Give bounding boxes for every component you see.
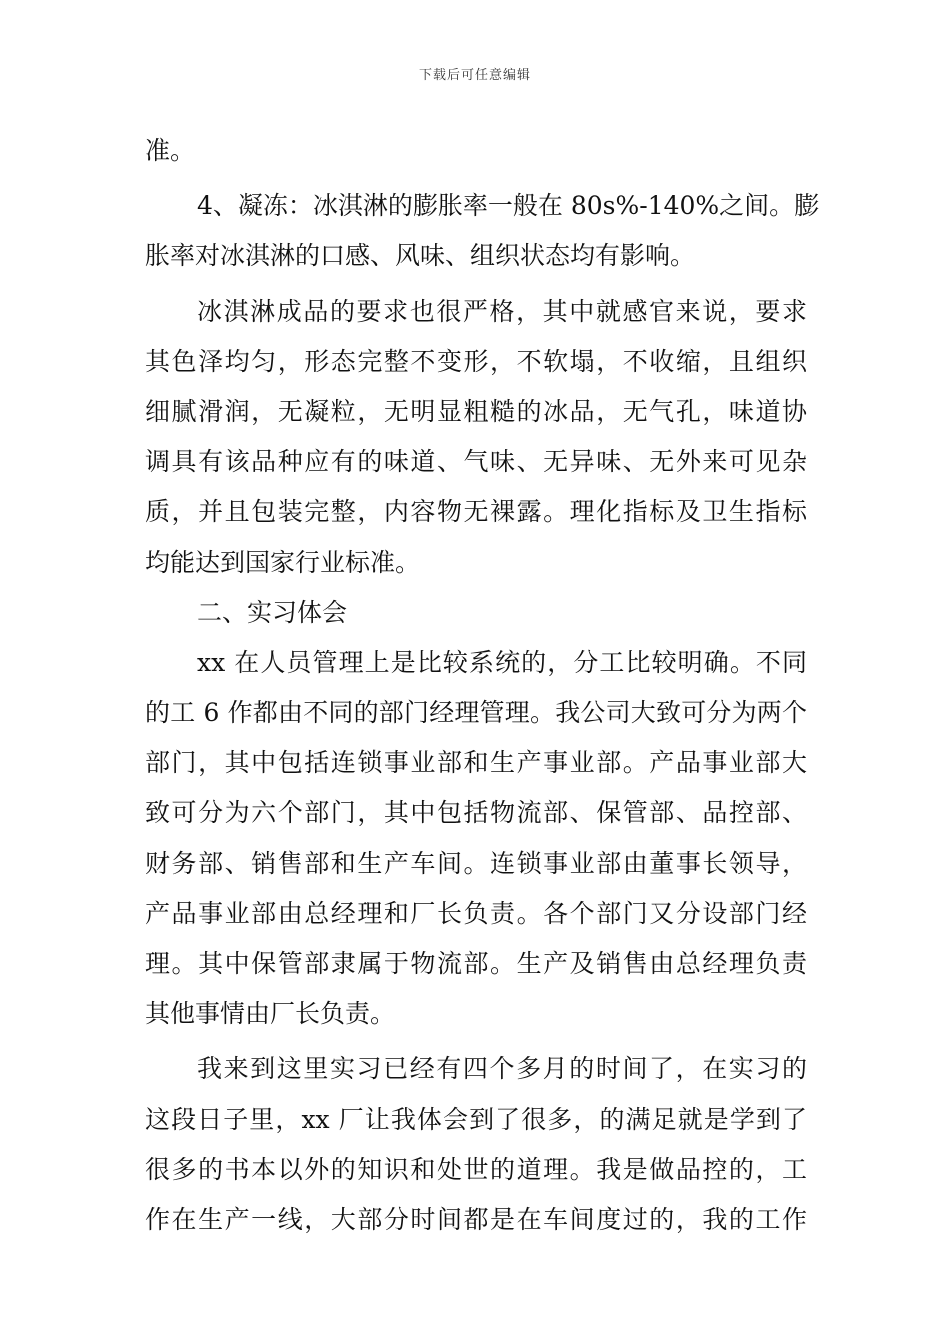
text-line: 部门，其中包括连锁事业部和生产事业部。产品事业部大	[145, 748, 807, 778]
text-line: 其他事情由厂长负责。	[145, 999, 396, 1029]
text-line: 冰淇淋成品的要求也很严格，其中就感官来说，要求	[197, 296, 807, 326]
text-line: 胀率对冰淇淋的口感、风味、组织状态均有影响。	[145, 241, 696, 271]
text-line: 质，并且包装完整，内容物无裸露。理化指标及卫生指标	[145, 497, 807, 527]
text-line: 很多的书本以外的知识和处世的道理。我是做品控的，工	[145, 1154, 807, 1184]
text-line: 4、凝冻：冰淇淋的膨胀率一般在 80s%-140%之间。膨	[197, 191, 820, 221]
paragraph	[145, 1044, 807, 1245]
text-line: 的工 6 作都由不同的部门经理管理。我公司大致可分为两个	[145, 698, 807, 728]
paragraph	[145, 638, 807, 1040]
text-line: 二、实习体会	[197, 597, 348, 627]
text-line: 均能达到国家行业标准。	[145, 547, 421, 577]
text-line: 财务部、销售部和生产车间。连锁事业部由董事长领导，	[145, 848, 807, 878]
text-line: xx 在人员管理上是比较系统的，分工比较明确。不同	[197, 647, 807, 677]
text-line: 产品事业部由总经理和厂长负责。各个部门又分设部门经	[145, 898, 807, 928]
text-line: 致可分为六个部门，其中包括物流部、保管部、品控部、	[145, 798, 807, 828]
text-line: 这段日子里，xx 厂让我体会到了很多，的满足就是学到了	[145, 1104, 807, 1134]
document-body	[145, 126, 820, 1245]
page-header: 下载后可任意编辑	[418, 68, 531, 83]
paragraph	[145, 181, 820, 281]
text-line: 理。其中保管部隶属于物流部。生产及销售由总经理负责	[145, 949, 807, 978]
section-heading	[145, 588, 807, 638]
paragraph	[145, 287, 807, 588]
text-line: 准。	[145, 136, 196, 165]
text-line: 我来到这里实习已经有四个多月的时间了，在实习的	[197, 1054, 807, 1084]
text-line: 调具有该品种应有的味道、气味、无异味、无外来可见杂	[145, 447, 807, 477]
paragraph	[145, 126, 807, 176]
text-line: 作在生产一线，大部分时间都是在车间度过的，我的工作	[145, 1204, 807, 1234]
text-line: 细腻滑润，无凝粒，无明显粗糙的冰品，无气孔，味道协	[145, 396, 807, 426]
text-line: 其色泽均匀，形态完整不变形，不软塌，不收缩，且组织	[145, 346, 807, 376]
